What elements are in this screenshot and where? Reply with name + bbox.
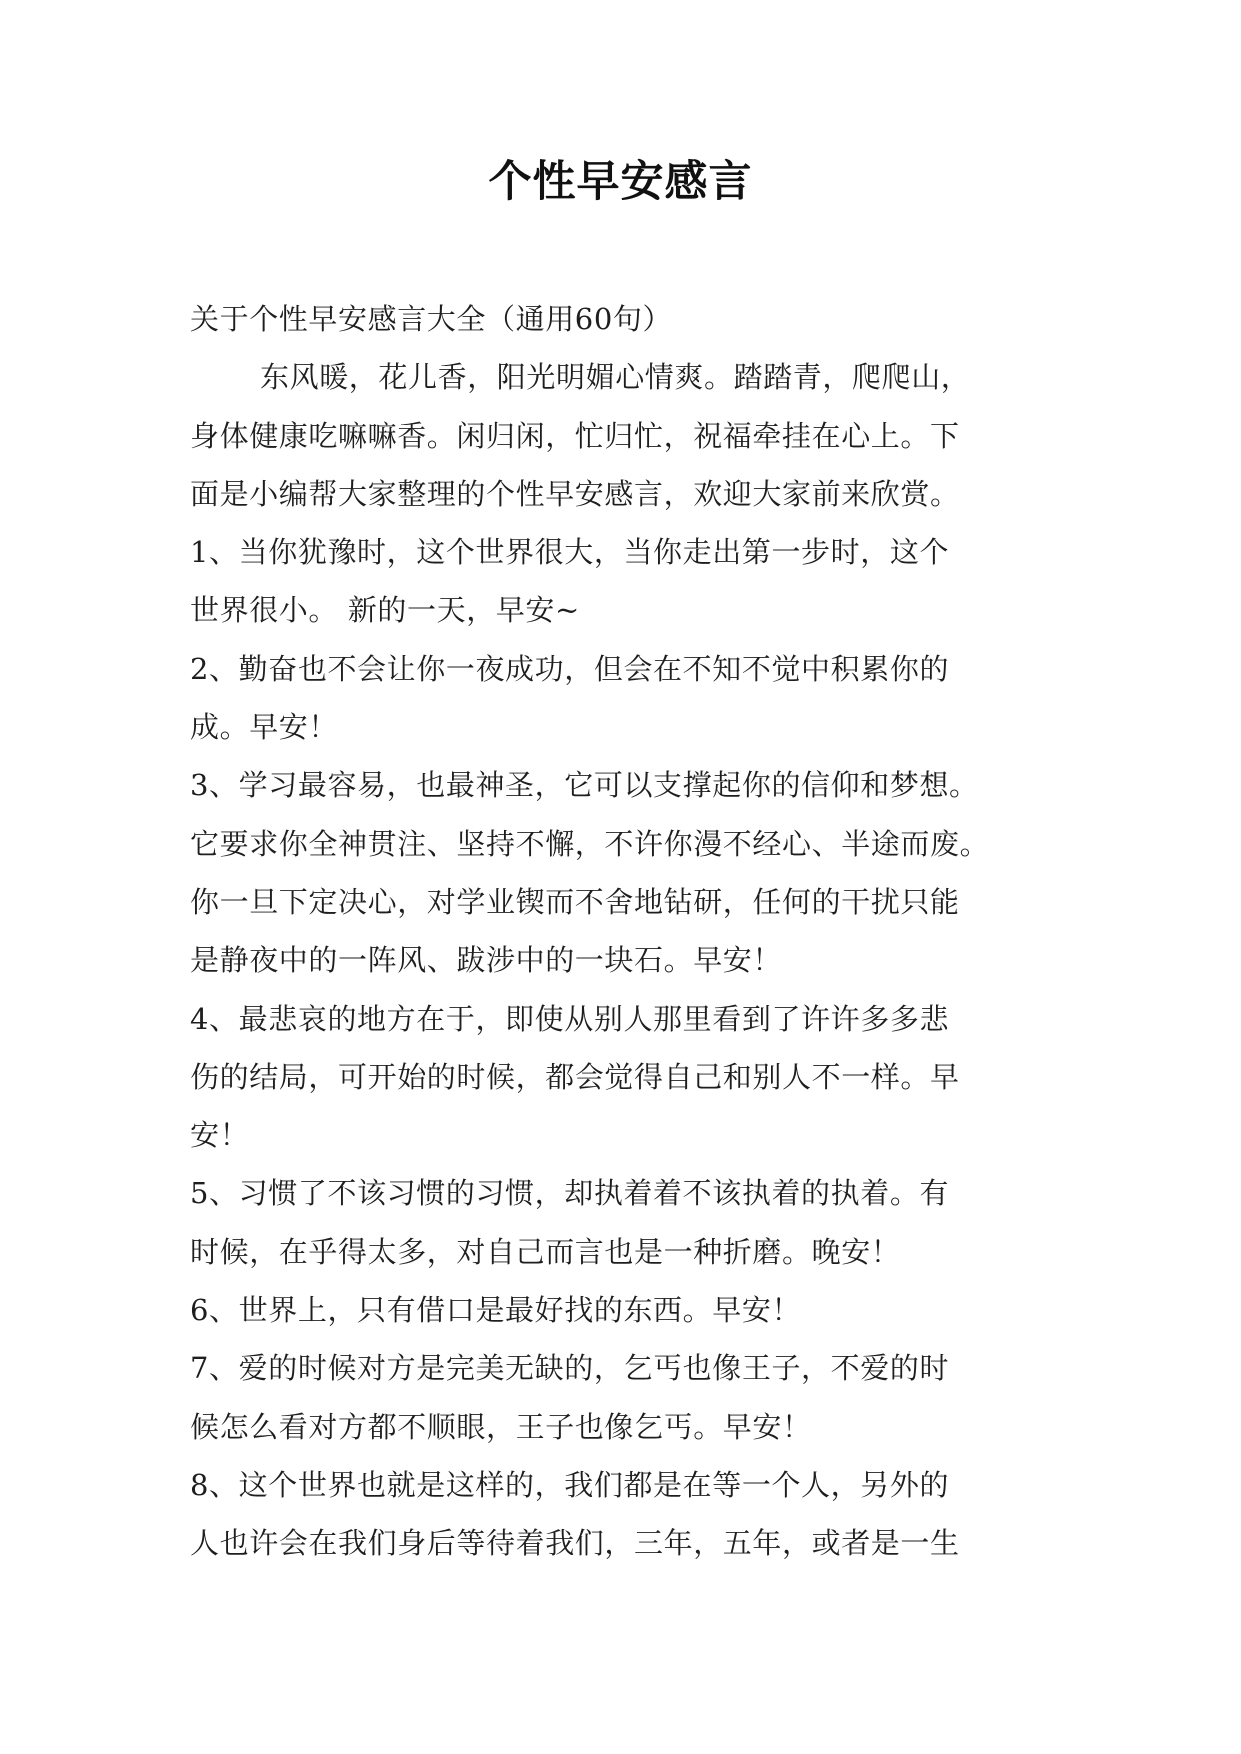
quote-line: 5、习惯了不该习惯的习惯，却执着着不该执着的执着。有: [190, 1176, 950, 1211]
intro-heading: 关于个性早安感言大全（通用60句）: [190, 302, 673, 336]
quote-line: 7、爱的时候对方是完美无缺的，乞丐也像王子，不爱的时: [190, 1351, 950, 1386]
quote-line: 3、学习最容易，也最神圣，它可以支撑起你的信仰和梦想。: [190, 768, 979, 803]
document-body: [190, 290, 1070, 1573]
page-title: 个性早安感言: [488, 157, 753, 207]
quote-line: 1、当你犹豫时，这个世界很大，当你走出第一步时，这个: [190, 535, 950, 570]
quote-line: 安！: [190, 1118, 250, 1153]
intro-paragraph-line: 身体健康吃嘛嘛香。闲归闲，忙归忙，祝福牵挂在心上。下: [190, 418, 960, 453]
quote-line: 时候，在乎得太多，对自己而言也是一种折磨。晚安！: [190, 1234, 901, 1269]
quote-line: 8、这个世界也就是这样的，我们都是在等一个人，另外的: [190, 1467, 950, 1502]
quote-line: 是静夜中的一阵风、跋涉中的一块石。早安！: [190, 943, 783, 978]
intro-paragraph-line: 东风暖，花儿香，阳光明媚心情爽。踏踏青，爬爬山，: [260, 360, 971, 395]
quote-line: 世界很小。 新的一天，早安~: [190, 593, 580, 628]
quote-line: 2、勤奋也不会让你一夜成功，但会在不知不觉中积累你的: [190, 651, 950, 686]
quote-line: 伤的结局，可开始的时候，都会觉得自己和别人不一样。早: [190, 1059, 960, 1094]
quote-line: 你一旦下定决心，对学业锲而不舍地钻研，任何的干扰只能: [190, 884, 960, 919]
quote-line: 人也许会在我们身后等待着我们，三年，五年，或者是一生: [190, 1526, 960, 1561]
quote-line: 成。早安！: [190, 710, 339, 745]
intro-paragraph-line: 面是小编帮大家整理的个性早安感言，欢迎大家前来欣赏。: [190, 476, 960, 511]
quote-line: 候怎么看对方都不顺眼，王子也像乞丐。早安！: [190, 1409, 812, 1444]
quote-line: 它要求你全神贯注、坚持不懈，不许你漫不经心、半途而废。: [190, 826, 990, 861]
quote-line: 4、最悲哀的地方在于，即使从别人那里看到了许许多多悲: [190, 1001, 950, 1036]
quote-line: 6、世界上，只有借口是最好找的东西。早安！: [190, 1293, 802, 1328]
